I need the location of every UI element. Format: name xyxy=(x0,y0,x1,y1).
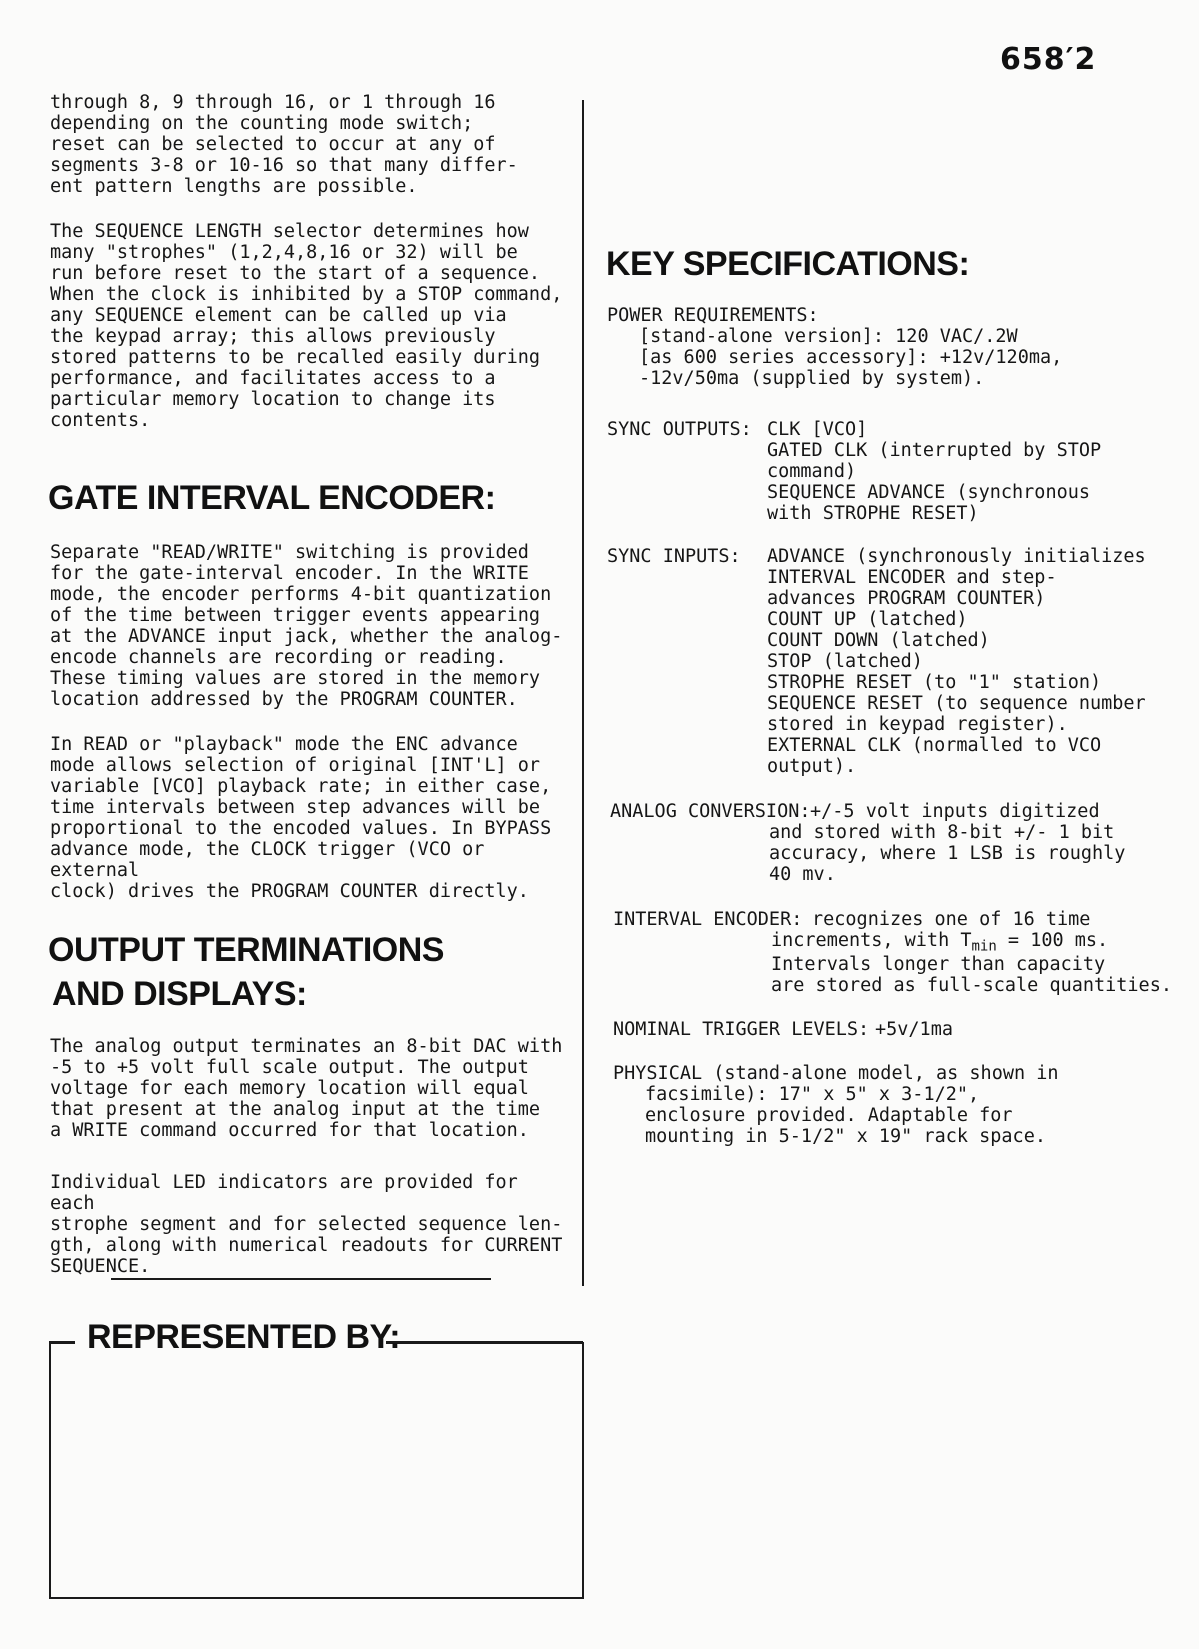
gate-interval-heading: GATE INTERVAL ENCODER: xyxy=(48,479,496,517)
physical-value: facsimile): 17" x 5" x 3-1/2", enclosure provided. Adaptable for mounting in 5-1/2" x 19" rack space. xyxy=(645,1084,1046,1147)
sync-outputs-label: SYNC OUTPUTS: xyxy=(607,419,752,440)
interval-encoder xyxy=(607,909,1187,999)
nominal-trigger-levels xyxy=(607,1019,1187,1043)
output-paragraph-2 xyxy=(50,1172,570,1277)
sync-outputs xyxy=(607,419,1187,529)
gate-paragraph-1 xyxy=(50,542,570,710)
output-text-1: The analog output terminates an 8-bit DAC with -5 to +5 volt full scale output. The output voltage for each memory location will equal that present at the analog input at the time a WRITE command occurred for that location. xyxy=(50,1036,563,1141)
interval-increments-text: increments, with T xyxy=(771,930,972,951)
output-heading-line1: OUTPUT TERMINATIONS xyxy=(48,931,444,969)
sync-outputs-value: CLK [VCO] GATED CLK (interrupted by STOP command) SEQUENCE ADVANCE (synchronous with STROPHE RESET) xyxy=(767,419,1102,524)
interval-value-rest: Intervals longer than capacity are stored as full-scale quantities. xyxy=(771,954,1172,996)
represented-by-label: REPRESENTED BY: xyxy=(87,1318,401,1356)
trigger-value: +5v/1ma xyxy=(875,1019,953,1040)
analog-conversion xyxy=(607,801,1187,891)
output-paragraph-1 xyxy=(50,1036,570,1141)
sync-inputs xyxy=(607,546,1187,786)
page-number: 658′2 xyxy=(1000,42,1097,77)
interval-value-line1: recognizes one of 16 time xyxy=(812,909,1091,930)
gate-paragraph-2 xyxy=(50,734,570,902)
physical-label: PHYSICAL (stand-alone model, as shown in xyxy=(613,1063,1059,1084)
power-value: [stand-alone version]: 120 VAC/.2W [as 600 series accessory]: +12v/120ma, -12v/50ma (supplied by system). xyxy=(639,326,1063,389)
t-min-subscript: min xyxy=(971,938,997,955)
interval-ms-text: = 100 ms. xyxy=(996,930,1109,951)
key-specifications-heading: KEY SPECIFICATIONS: xyxy=(606,245,970,283)
trigger-label: NOMINAL TRIGGER LEVELS: xyxy=(613,1019,870,1040)
analog-value-line1: +/-5 volt inputs digitized xyxy=(810,801,1100,822)
output-heading-line2: AND DISPLAYS: xyxy=(52,975,307,1013)
sync-inputs-label: SYNC INPUTS: xyxy=(607,546,741,567)
analog-label: ANALOG CONVERSION: xyxy=(610,801,811,822)
interval-value-line2 xyxy=(771,930,1109,955)
analog-value-rest: and stored with 8-bit +/- 1 bit accuracy, where 1 LSB is roughly 40 mv. xyxy=(769,822,1126,885)
intro-text: through 8, 9 through 16, or 1 through 16 depending on the counting mode switch; reset can be selected to occur at any of segments 3-8 or 10-16 so that many differ- ent pattern lengths are possible. xyxy=(50,92,518,197)
sequence-length-section xyxy=(50,221,570,431)
physical xyxy=(607,1063,1187,1147)
gate-text-2: In READ or "playback" mode the ENC advance mode allows selection of original [INT'L] or variable [VCO] playback rate; in either case, time intervals between step advances will be proportional to the encoded values. In BYPASS advance mode, the CLOCK trigger (VCO or external clock) drives the PROGRAM COUNTER directly. xyxy=(50,734,552,902)
intro-paragraph xyxy=(50,92,570,197)
represented-by-box xyxy=(49,1342,584,1599)
output-text-2: Individual LED indicators are provided for each strophe segment and for selected sequence len- gth, along with numerical readouts for CURRENT SEQUENCE. xyxy=(50,1172,563,1277)
sync-inputs-value: ADVANCE (synchronously initializes INTERVAL ENCODER and step- advances PROGRAM COUNTER) COUNT UP (latched) COUNT DOWN (latched) STOP (latched) STROPHE RESET (to "1" station) SEQUENCE RESET (to sequence number stored in keypad register). EXTERNAL CLK (normalled to VCO output). xyxy=(767,546,1146,777)
power-requirements xyxy=(607,305,1187,389)
gate-text-1: Separate "READ/WRITE" switching is provided for the gate-interval encoder. In the WRITE mode, the encoder performs 4-bit quantization of the time between trigger events appearing at the ADVANCE input jack, whether the analog- encode channels are recording or reading. These timing values are stored in the memory location addressed by the PROGRAM COUNTER. xyxy=(50,542,563,710)
horizontal-rule xyxy=(111,1278,491,1280)
sequence-length-text: The SEQUENCE LENGTH selector determines how many "strophes" (1,2,4,8,16 or 32) will be run before reset to the start of a sequence. When the clock is inhibited by a STOP command, any SEQUENCE element can be called up via the keypad array; this allows previously stored patterns to be recalled easily during performance, and facilitates access to a particular memory location to change its contents. xyxy=(50,221,563,431)
column-divider xyxy=(582,100,584,1286)
interval-label: INTERVAL ENCODER: xyxy=(613,909,803,930)
power-label: POWER REQUIREMENTS: xyxy=(607,305,819,326)
